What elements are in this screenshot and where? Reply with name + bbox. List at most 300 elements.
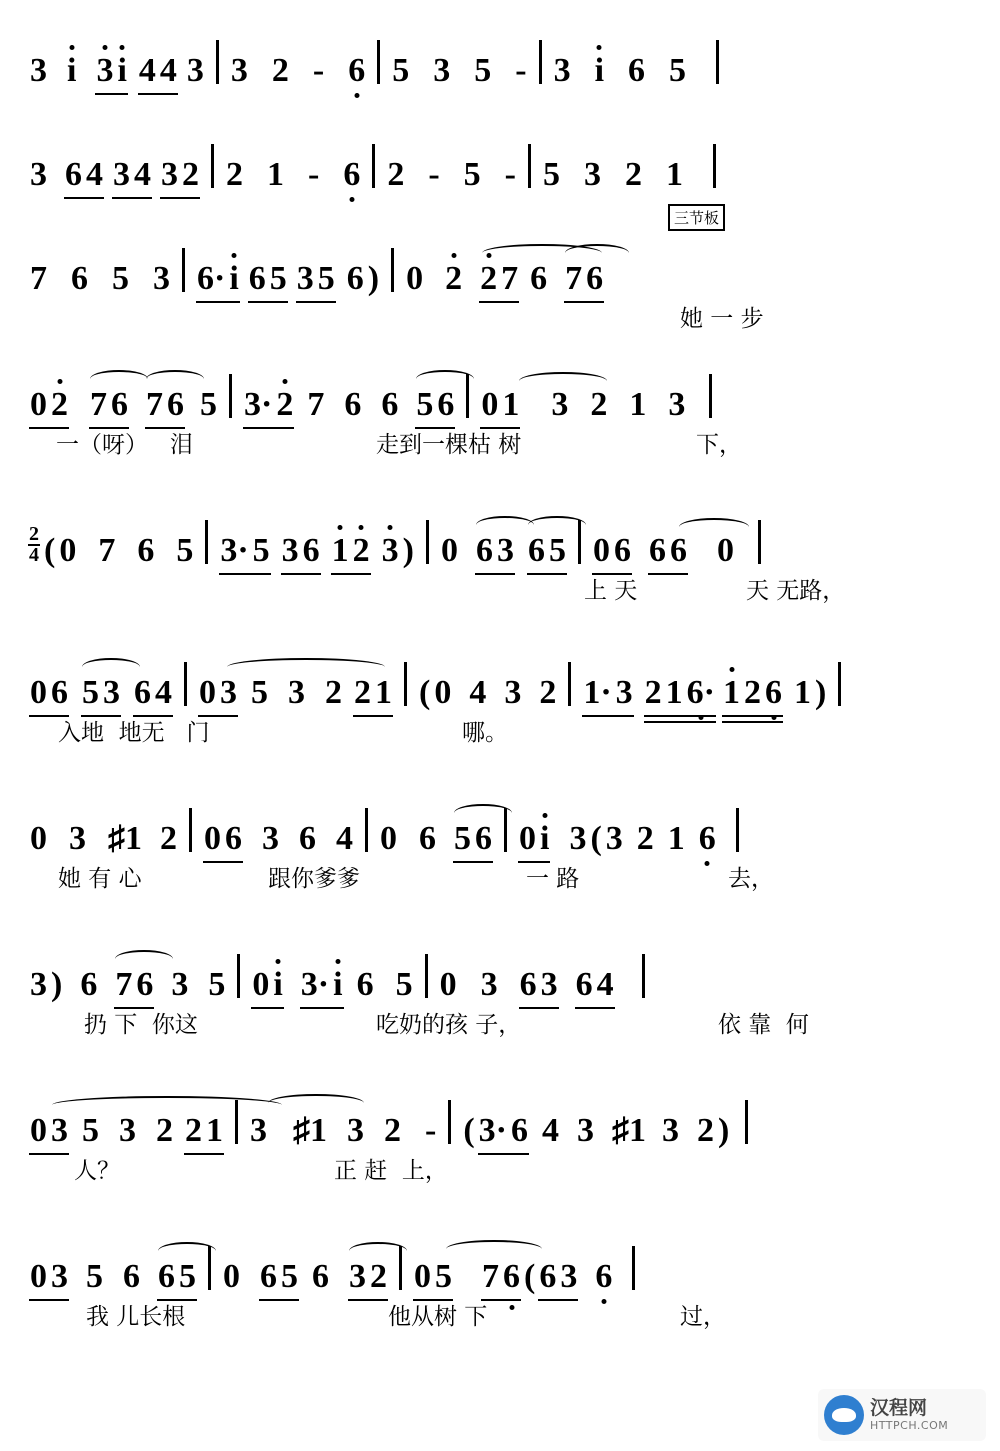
- note-group: [28, 1114, 70, 1148]
- note: 3: [288, 674, 305, 711]
- note: 6: [344, 386, 362, 423]
- notation-line-8: [28, 910, 972, 1002]
- note: 4: [86, 156, 103, 193]
- note: 6: [476, 532, 493, 569]
- lyric-line-9: [28, 1148, 972, 1192]
- barline: [632, 1246, 635, 1290]
- note: 3: [69, 820, 86, 857]
- barline: [539, 40, 542, 84]
- note-group: [250, 968, 284, 1002]
- note: 6: [530, 260, 548, 297]
- note: 0: [223, 1258, 240, 1295]
- note: 4: [159, 52, 177, 89]
- phrase-paren: ): [718, 1112, 730, 1149]
- note-group: [144, 388, 186, 422]
- note: 5: [549, 532, 566, 569]
- note: 3: [480, 966, 498, 1003]
- lyric-text: 扔 下 你这: [84, 1012, 198, 1038]
- lyric-text: 一 路: [526, 866, 580, 892]
- note: 2: [445, 260, 463, 297]
- note: 3: [549, 388, 570, 422]
- note: 6: [167, 386, 184, 423]
- note: 3: [96, 52, 114, 89]
- note: 6: [575, 966, 593, 1003]
- note: 3: [583, 156, 601, 193]
- note: 6: [302, 532, 320, 569]
- note: 3: [560, 1258, 578, 1295]
- barline: [391, 248, 394, 292]
- note: 6: [134, 674, 151, 711]
- note: 3: [349, 1258, 366, 1295]
- note-group: [352, 676, 394, 710]
- site-logo-icon: [824, 1395, 864, 1435]
- note-group: [414, 388, 456, 422]
- note: 3: [347, 1112, 364, 1149]
- note: 5: [435, 1258, 452, 1295]
- note: 4: [596, 966, 614, 1003]
- note-group: [563, 262, 605, 296]
- note: i: [229, 260, 239, 297]
- note: 6: [614, 532, 631, 569]
- note: 7: [146, 386, 163, 423]
- note-group: [517, 822, 551, 856]
- note: 0: [414, 1258, 431, 1295]
- note: 0: [481, 386, 499, 423]
- note-group: [479, 388, 521, 422]
- note: 3: [668, 386, 686, 423]
- note: 3: [662, 1112, 679, 1149]
- note: 3: [220, 674, 237, 711]
- note: 0: [30, 386, 47, 423]
- note-group: [581, 676, 634, 710]
- lyric-text: 一（呀） 泪: [56, 432, 193, 458]
- note: 0: [30, 1112, 47, 1149]
- lyric-text: 人？: [74, 1158, 120, 1184]
- note: 3: [171, 966, 189, 1003]
- note: 5: [179, 1258, 196, 1295]
- note: 2: [185, 1112, 202, 1149]
- note: 3: [248, 1114, 269, 1148]
- note: 3: [605, 820, 623, 857]
- lyric-text: 依 靠 何: [718, 1012, 809, 1038]
- note: 1: [667, 820, 685, 857]
- note: 3·: [478, 1112, 507, 1149]
- note: 0: [441, 532, 458, 569]
- note: 6: [698, 820, 716, 857]
- note-group: [295, 262, 337, 296]
- barline: [736, 808, 739, 852]
- music-system-6: [28, 618, 972, 764]
- note: 6·: [197, 260, 226, 297]
- barline: [504, 808, 507, 852]
- note: 5: [252, 532, 270, 569]
- note: 3: [281, 532, 299, 569]
- note: 1: [331, 532, 349, 569]
- note: 3·: [300, 966, 330, 1003]
- note: 5: [176, 532, 194, 569]
- note: 4: [336, 820, 353, 857]
- note: 4: [134, 156, 151, 193]
- phrase-paren: (: [463, 1112, 475, 1149]
- note: 6: [248, 260, 266, 297]
- barline: [838, 662, 841, 706]
- note: 3: [230, 52, 248, 89]
- notation-line-5: [28, 480, 972, 568]
- barline: [211, 144, 214, 188]
- note: 6: [519, 966, 537, 1003]
- note: 3: [296, 260, 314, 297]
- note: 6: [528, 532, 545, 569]
- note: 5: [474, 52, 492, 89]
- note-group: [412, 1260, 454, 1294]
- note: 4: [155, 674, 172, 711]
- note: i: [333, 966, 343, 1003]
- note: 1: [267, 156, 284, 193]
- note: 7: [501, 260, 519, 297]
- note: 2: [156, 1112, 173, 1149]
- barline: [205, 520, 208, 564]
- note: 5: [82, 674, 99, 711]
- barline: [448, 1100, 451, 1144]
- notation-line-4: [28, 330, 972, 422]
- note: 3: [553, 52, 571, 89]
- note: 5: [463, 156, 481, 193]
- barline: [235, 1100, 238, 1144]
- note: 6: [419, 820, 436, 857]
- note: 0: [199, 674, 216, 711]
- note-group: [347, 1260, 389, 1294]
- lyric-text: 吃奶的孩 子，: [376, 1012, 522, 1038]
- lyric-line-4: [28, 422, 972, 466]
- barline: [404, 662, 407, 706]
- note: -: [428, 156, 440, 193]
- lyric-text: 她 有 心: [58, 866, 142, 892]
- note: 3: [569, 820, 587, 857]
- note-group: [478, 262, 520, 296]
- note-group: [80, 676, 122, 710]
- note: 1: [723, 674, 741, 711]
- note-group: [480, 1260, 522, 1294]
- note-group: [28, 1260, 70, 1294]
- note-group: [197, 676, 239, 710]
- note: 7: [307, 386, 325, 423]
- note: 7: [90, 386, 107, 423]
- notation-line-1: [28, 0, 972, 88]
- note: 2: [480, 260, 498, 297]
- note-group: [591, 534, 633, 568]
- note: 2: [387, 156, 405, 193]
- note: 0: [519, 820, 536, 857]
- music-system-8: [28, 910, 972, 1056]
- note: 2: [182, 156, 199, 193]
- barline: [528, 144, 531, 188]
- accidental-sharp-note: ♯1: [293, 1112, 327, 1149]
- note: 5: [269, 260, 287, 297]
- note: 6: [595, 1258, 613, 1295]
- note: 1: [375, 674, 392, 711]
- note: 3: [161, 156, 178, 193]
- barline: [208, 1246, 211, 1290]
- note: 6: [260, 1258, 277, 1295]
- phrase-paren: ): [402, 532, 414, 569]
- note: 2: [636, 820, 654, 857]
- note-group: [28, 676, 70, 710]
- note: 3·: [244, 386, 273, 423]
- note: 0: [252, 966, 270, 1003]
- note: 2: [276, 386, 294, 423]
- note: 3: [497, 532, 514, 569]
- barline: [425, 954, 428, 998]
- notation-line-2: [28, 104, 972, 192]
- note: 1·: [583, 674, 612, 711]
- note: 6: [136, 966, 154, 1003]
- note: 6: [158, 1258, 175, 1295]
- note: 2: [226, 156, 243, 193]
- note: 6: [586, 260, 604, 297]
- note: 4: [542, 1112, 559, 1149]
- lyric-line-10: [28, 1294, 972, 1338]
- note: 6: [312, 1258, 329, 1295]
- music-system-3: [28, 208, 972, 330]
- note: 3: [30, 156, 47, 193]
- lyric-text: 天 无路，: [746, 578, 846, 604]
- note: 2: [352, 532, 370, 569]
- lyric-text: 过，: [680, 1304, 726, 1330]
- note: 6: [225, 820, 242, 857]
- note: 2: [384, 1112, 401, 1149]
- note: 6: [356, 966, 374, 1003]
- note: 5: [317, 260, 335, 297]
- barline: [426, 520, 429, 564]
- note: 0: [30, 820, 47, 857]
- note: 5: [200, 386, 217, 423]
- note: 3: [381, 532, 399, 569]
- note: 3: [30, 52, 47, 89]
- note: 0: [30, 674, 47, 711]
- note-group: [28, 388, 70, 422]
- phrase-paren: ): [367, 260, 380, 297]
- note: 6: [343, 156, 361, 193]
- note: 5: [392, 52, 410, 89]
- note-group: [113, 968, 155, 1002]
- time-signature: 2 4: [29, 523, 39, 566]
- note: 4: [469, 674, 487, 711]
- note: 7: [482, 1258, 499, 1295]
- note-group: [137, 54, 179, 88]
- note: 6: [670, 532, 687, 569]
- note: 2: [697, 1112, 714, 1149]
- note: 0: [406, 260, 424, 297]
- note: 6: [503, 1258, 520, 1295]
- note: 2: [644, 674, 662, 711]
- note: 3: [615, 674, 633, 711]
- note: 3: [103, 674, 120, 711]
- note-group: [242, 388, 295, 422]
- note: i: [273, 966, 283, 1003]
- notation-line-10: [28, 1202, 972, 1294]
- note-group: [526, 534, 568, 568]
- note: 5: [251, 674, 268, 711]
- note: 3: [113, 156, 130, 193]
- lyric-text: 上 天: [584, 578, 638, 604]
- note-group: [477, 1114, 530, 1148]
- note: 1: [665, 674, 683, 711]
- note: 0: [30, 1258, 47, 1295]
- barline: [372, 144, 375, 188]
- note: 6: [346, 260, 364, 297]
- note: 3: [504, 674, 522, 711]
- note: 6: [51, 674, 68, 711]
- note: 2: [744, 674, 762, 711]
- note-group: [247, 262, 289, 296]
- note: 6: [111, 386, 128, 423]
- note: 5: [416, 386, 434, 423]
- note: 3: [186, 52, 204, 89]
- note-group: [330, 534, 372, 568]
- note: 3·: [220, 532, 249, 569]
- note: 2: [271, 52, 289, 89]
- phrase-paren: (: [44, 532, 56, 569]
- note: 1: [794, 674, 812, 711]
- barline: [377, 40, 380, 84]
- note: -: [308, 156, 320, 193]
- note: 5: [82, 1112, 99, 1149]
- note-group: [721, 676, 784, 710]
- note: 5: [669, 52, 687, 89]
- lyric-text: 跟你爹爹: [268, 866, 360, 892]
- note: 6: [65, 156, 82, 193]
- note: 5: [112, 260, 129, 297]
- note: 6: [80, 966, 98, 1003]
- note-group: [156, 1260, 198, 1294]
- note: 0: [380, 820, 397, 857]
- note: 0: [439, 966, 457, 1003]
- lyric-line-6: [28, 710, 972, 754]
- note: 6: [299, 820, 316, 857]
- phrase-paren: ): [815, 674, 827, 711]
- barline: [466, 374, 469, 418]
- lyric-text: 她 一 步: [680, 306, 764, 332]
- note: 6: [765, 674, 783, 711]
- notation-line-9: [28, 1056, 972, 1148]
- note: i: [67, 52, 77, 89]
- note: 3: [119, 1112, 136, 1149]
- note: 5: [281, 1258, 298, 1295]
- note: 3: [51, 1112, 68, 1149]
- note-group: [132, 676, 174, 710]
- watermark-text: [870, 1398, 948, 1432]
- note-group: [258, 1260, 300, 1294]
- barline: [216, 40, 219, 84]
- barline: [568, 662, 571, 706]
- note: 5: [86, 1258, 103, 1295]
- lyric-text: 哪。: [462, 720, 508, 746]
- lyric-text: 去，: [728, 866, 774, 892]
- note: 3: [577, 1112, 594, 1149]
- phrase-paren: (: [590, 820, 602, 857]
- note: i: [594, 52, 605, 89]
- note-group: [111, 158, 153, 192]
- note: 0: [715, 534, 736, 568]
- note: 7: [115, 966, 133, 1003]
- music-system-9: [28, 1056, 972, 1202]
- note: 3: [262, 820, 279, 857]
- note: 0: [434, 674, 452, 711]
- accidental-sharp-note: ♯1: [108, 820, 142, 857]
- phrase-paren: (: [524, 1258, 536, 1295]
- barline: [745, 1100, 748, 1144]
- note: 6: [475, 820, 492, 857]
- note-group: [537, 1260, 579, 1294]
- barline: [399, 1246, 402, 1290]
- note: -: [504, 156, 516, 193]
- note: 2: [370, 1258, 387, 1295]
- note-group: [183, 1114, 225, 1148]
- note: 1: [502, 386, 520, 423]
- barline: [642, 954, 645, 998]
- note: 2: [325, 674, 342, 711]
- note: 3: [51, 1258, 68, 1295]
- note-group: [94, 54, 128, 88]
- note: 0: [593, 532, 610, 569]
- note: 2: [160, 820, 177, 857]
- barline: [716, 40, 719, 84]
- note: 5: [454, 820, 471, 857]
- note-group: [647, 534, 689, 568]
- note-group: [474, 534, 516, 568]
- note: 2: [590, 386, 608, 423]
- barline: [184, 662, 187, 706]
- note-group: [159, 158, 201, 192]
- lyric-line-8: [28, 1002, 972, 1046]
- note: 6: [123, 1258, 140, 1295]
- lyric-line-5: [28, 568, 972, 612]
- tempo-marking: 三节板: [668, 204, 725, 231]
- watermark-title: 汉程网: [870, 1396, 928, 1419]
- note-group: [452, 822, 494, 856]
- barline: [237, 954, 240, 998]
- phrase-paren: (: [419, 674, 431, 711]
- watermark: [818, 1389, 986, 1441]
- note: 5: [542, 156, 560, 193]
- lyric-text: 我 儿长根: [86, 1304, 186, 1330]
- note: -: [425, 1112, 437, 1149]
- barline: [709, 374, 712, 418]
- note-group: [280, 534, 322, 568]
- note: 0: [59, 532, 77, 569]
- note: 4: [138, 52, 156, 89]
- note-group: [518, 968, 560, 1002]
- note: 3: [540, 966, 558, 1003]
- notation-line-3: [28, 208, 972, 296]
- note: -: [312, 52, 325, 89]
- note: i: [540, 820, 550, 857]
- note: 2: [539, 674, 557, 711]
- music-system-10: [28, 1202, 972, 1332]
- note-group: [218, 534, 271, 568]
- note: 1: [665, 156, 683, 193]
- lyric-text: 走到一棵枯 树: [376, 432, 522, 458]
- music-system-2: [28, 104, 972, 208]
- note-group: [63, 158, 105, 192]
- note: 6: [71, 260, 88, 297]
- note: 7: [565, 260, 583, 297]
- note: 5: [208, 966, 226, 1003]
- note-group: [299, 968, 345, 1002]
- note: i: [117, 52, 127, 89]
- note: 6: [381, 386, 399, 423]
- accidental-sharp-note: ♯1: [612, 1112, 646, 1149]
